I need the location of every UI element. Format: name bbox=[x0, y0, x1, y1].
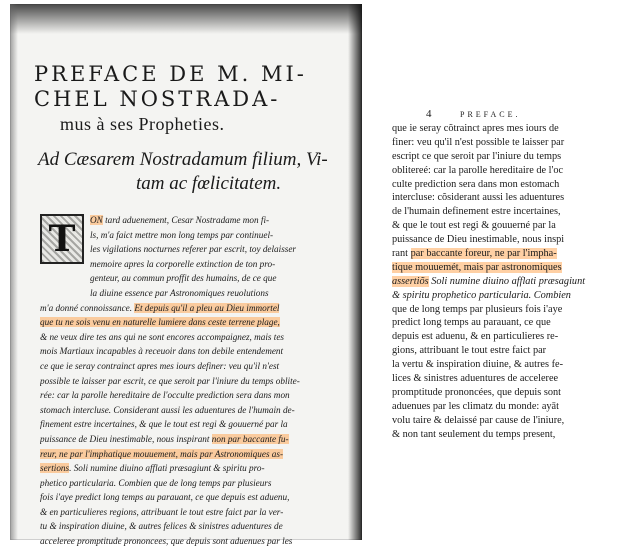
right-text-line bbox=[392, 191, 636, 205]
line-text: gions, attribuant le tout estre faict par bbox=[392, 345, 547, 357]
line-text: puissance de Dieu inestimable, nous inspirant bbox=[40, 433, 212, 444]
line-text: promptitude prononcées, que depuis sont bbox=[392, 386, 562, 398]
right-text-line bbox=[392, 303, 636, 317]
left-text-line bbox=[40, 388, 344, 403]
line-text: & non tant seulement du temps present, bbox=[392, 428, 556, 440]
scan-edge-shadow-left bbox=[10, 4, 18, 540]
highlighted-text: tique mouuemét, mais par astronomiques bbox=[392, 261, 562, 273]
highlighted-text: assertiõs bbox=[392, 275, 429, 287]
scan-edge-shadow-right bbox=[348, 4, 362, 540]
line-text: les vigilations nocturnes referer par escrit, toy delaisser bbox=[90, 244, 297, 255]
left-text-line bbox=[40, 228, 344, 243]
right-text-line bbox=[392, 233, 636, 247]
line-text: depuis est aduenu, & en particulieres re- bbox=[392, 331, 559, 343]
left-text-line bbox=[40, 490, 344, 505]
dedication-line-1: Ad Cæsarem Nostradamum filium, Vi- bbox=[38, 149, 328, 170]
line-text: & ne veux dire tes ans qui ne sont encores accompaignez, mais tes bbox=[40, 331, 285, 342]
drop-cap-letter: T bbox=[42, 216, 82, 262]
line-text: tu & inspiration diuine, & autres felices & sinistres aduentures de bbox=[40, 521, 283, 532]
line-text: & en particulieres regions, attribuant le tout estre faict par la ver- bbox=[40, 506, 284, 517]
highlighted-text: par baccante foreur, ne par l'impha- bbox=[410, 248, 557, 260]
line-text: ce que ie seray contrainct apres mes iours definer: veu qu'il n'est bbox=[40, 360, 280, 371]
title-line-2: CHEL NOSTRADA- bbox=[34, 87, 281, 111]
right-text-line bbox=[392, 400, 636, 414]
left-text-line bbox=[40, 213, 344, 228]
left-text-line bbox=[40, 344, 344, 359]
line-text: ls, m'a faict mettre mon long temps par continuel- bbox=[90, 229, 274, 240]
line-text: phetico particularia. Combien que de long temps par plusieurs bbox=[40, 477, 272, 488]
line-text: finer: veu qu'il n'est possible te laisser par bbox=[392, 136, 565, 148]
left-text-line bbox=[40, 447, 344, 462]
right-text-line bbox=[392, 344, 636, 358]
line-text: possible te laisser par escrit, ce que seroit par l'iniure du temps oblite- bbox=[40, 375, 300, 386]
left-text-line bbox=[40, 417, 344, 432]
highlighted-text: que tu ne sois venu en naturelle lumiere dans ceste terrene plage, bbox=[40, 317, 280, 328]
left-text-line bbox=[40, 271, 344, 286]
left-text-line bbox=[40, 505, 344, 520]
page-number: 4 bbox=[426, 108, 434, 120]
left-text-line bbox=[40, 315, 344, 330]
right-text-line bbox=[392, 275, 636, 289]
left-text-line bbox=[40, 432, 344, 447]
right-text-line bbox=[392, 164, 636, 178]
line-text: rant bbox=[392, 248, 411, 260]
line-text: & spiritu prophetico particularia. Combien bbox=[392, 289, 571, 301]
right-text-line bbox=[392, 247, 636, 261]
latin-dedication bbox=[38, 148, 348, 196]
line-text: predict long temps au parauant, ce que bbox=[392, 317, 551, 329]
left-text-line bbox=[40, 374, 344, 389]
right-text-line bbox=[392, 122, 636, 136]
dedication-line-2: tam ac fœlicitatem. bbox=[136, 173, 282, 194]
right-text-line bbox=[392, 414, 636, 428]
right-text-line bbox=[392, 136, 636, 150]
right-text-line bbox=[392, 386, 636, 400]
line-text: & que le tout est regi & gouuerné par la bbox=[392, 220, 556, 232]
line-text: stomach intercluse. Considerant aussi les aduentures de l'humain de- bbox=[40, 404, 295, 415]
right-text-line bbox=[392, 178, 636, 192]
line-text: volu taire & delaissé par cause de l'iniure, bbox=[392, 414, 565, 426]
highlighted-text: reur, ne par l'imphatique mouuement, mais par Astronomiques as- bbox=[40, 448, 284, 459]
highlighted-text: Et depuis qu'il a pleu au Dieu immortel bbox=[134, 302, 280, 313]
line-text: rée: car la parolle hereditaire de l'occulte prediction sera dans mon bbox=[40, 390, 290, 401]
left-text-line bbox=[40, 359, 344, 374]
line-text: que de long temps par plusieurs fois i'aye bbox=[392, 303, 563, 315]
right-text-line bbox=[392, 372, 636, 386]
right-text-line bbox=[392, 428, 636, 442]
left-text-line bbox=[40, 519, 344, 534]
highlighted-text: sertions bbox=[40, 463, 70, 474]
scan-edge-shadow-top bbox=[10, 4, 362, 34]
line-text: acceleree promptitude prononcees, que depuis sont aduenues par les bbox=[40, 536, 293, 547]
line-text: que ie seray cõtrainct apres mes iours de bbox=[392, 123, 559, 134]
left-text-line bbox=[40, 461, 344, 476]
line-text: genteur, au commun proffit des humains, de ce que bbox=[90, 273, 277, 284]
left-text-line bbox=[40, 534, 344, 549]
line-text: aduenues par les climatz du monde: ayāt bbox=[392, 400, 559, 412]
right-text-line bbox=[392, 219, 636, 233]
line-text: la vertu & inspiration diuine, & autres fe- bbox=[392, 359, 563, 371]
highlighted-text: ON bbox=[90, 215, 103, 225]
left-text-line bbox=[40, 330, 344, 345]
left-text-line bbox=[40, 301, 344, 316]
preface-title bbox=[34, 62, 344, 137]
right-page-body-text bbox=[392, 122, 636, 441]
line-text: fois i'aye predict long temps au parauant, ce que depuis est aduenu, bbox=[40, 492, 290, 503]
line-text: culte prediction sera dans mon estomach bbox=[392, 178, 560, 190]
line-text: intercluse: cõsiderant aussi les aduentures bbox=[392, 192, 565, 204]
line-text: tard aduenement, Cesar Nostradame mon fi- bbox=[102, 215, 270, 225]
right-text-line bbox=[392, 316, 636, 330]
right-text-line bbox=[392, 205, 636, 219]
left-text-line bbox=[40, 403, 344, 418]
right-text-line bbox=[392, 261, 636, 275]
title-line-3: mus à ses Propheties. bbox=[60, 114, 225, 134]
line-text: m'a donné connoissance. bbox=[40, 302, 135, 313]
left-text-line bbox=[40, 476, 344, 491]
line-text: de l'humain definement estre incertaines, bbox=[392, 206, 561, 218]
left-text-line bbox=[40, 242, 344, 257]
line-text: puissance de Dieu inestimable, nous inspi bbox=[392, 234, 565, 246]
line-text: . Soli numine diuino afflati præsagiunt & spiritu pro- bbox=[69, 463, 265, 474]
right-text-line bbox=[392, 330, 636, 344]
line-text: finement estre incertaines, & que le tout est regi & gouuerné par la bbox=[40, 419, 288, 430]
line-text: la diuine essence par Astronomiques reuolutions bbox=[90, 287, 269, 298]
highlighted-text: non par baccante fu- bbox=[211, 433, 289, 444]
right-text-line bbox=[392, 358, 636, 372]
line-text: oblitereé: car la parolle hereditaire de l'oc bbox=[392, 164, 564, 176]
right-text-line bbox=[392, 289, 636, 303]
title-line-1: PREFACE DE M. MI- bbox=[34, 62, 307, 86]
line-text: lices & sinistres aduentures de acceleree bbox=[392, 373, 559, 385]
right-text-line bbox=[392, 150, 636, 164]
left-page-scan bbox=[10, 4, 362, 547]
line-text: Soli numine diuino afflati præsagiunt bbox=[428, 275, 586, 287]
right-page-scan bbox=[392, 108, 636, 440]
line-text: mois Martiaux incapables à receuoir dans ton debile entendement bbox=[40, 346, 284, 357]
line-text: memoire apres la corporelle extinction de ton pro- bbox=[90, 258, 276, 269]
line-text: escript ce que seroit par l'iniure du temps bbox=[392, 150, 562, 162]
left-text-line bbox=[40, 286, 344, 301]
running-title: PREFACE. bbox=[460, 110, 521, 119]
left-page-body-text bbox=[40, 213, 344, 549]
left-text-line bbox=[40, 257, 344, 272]
